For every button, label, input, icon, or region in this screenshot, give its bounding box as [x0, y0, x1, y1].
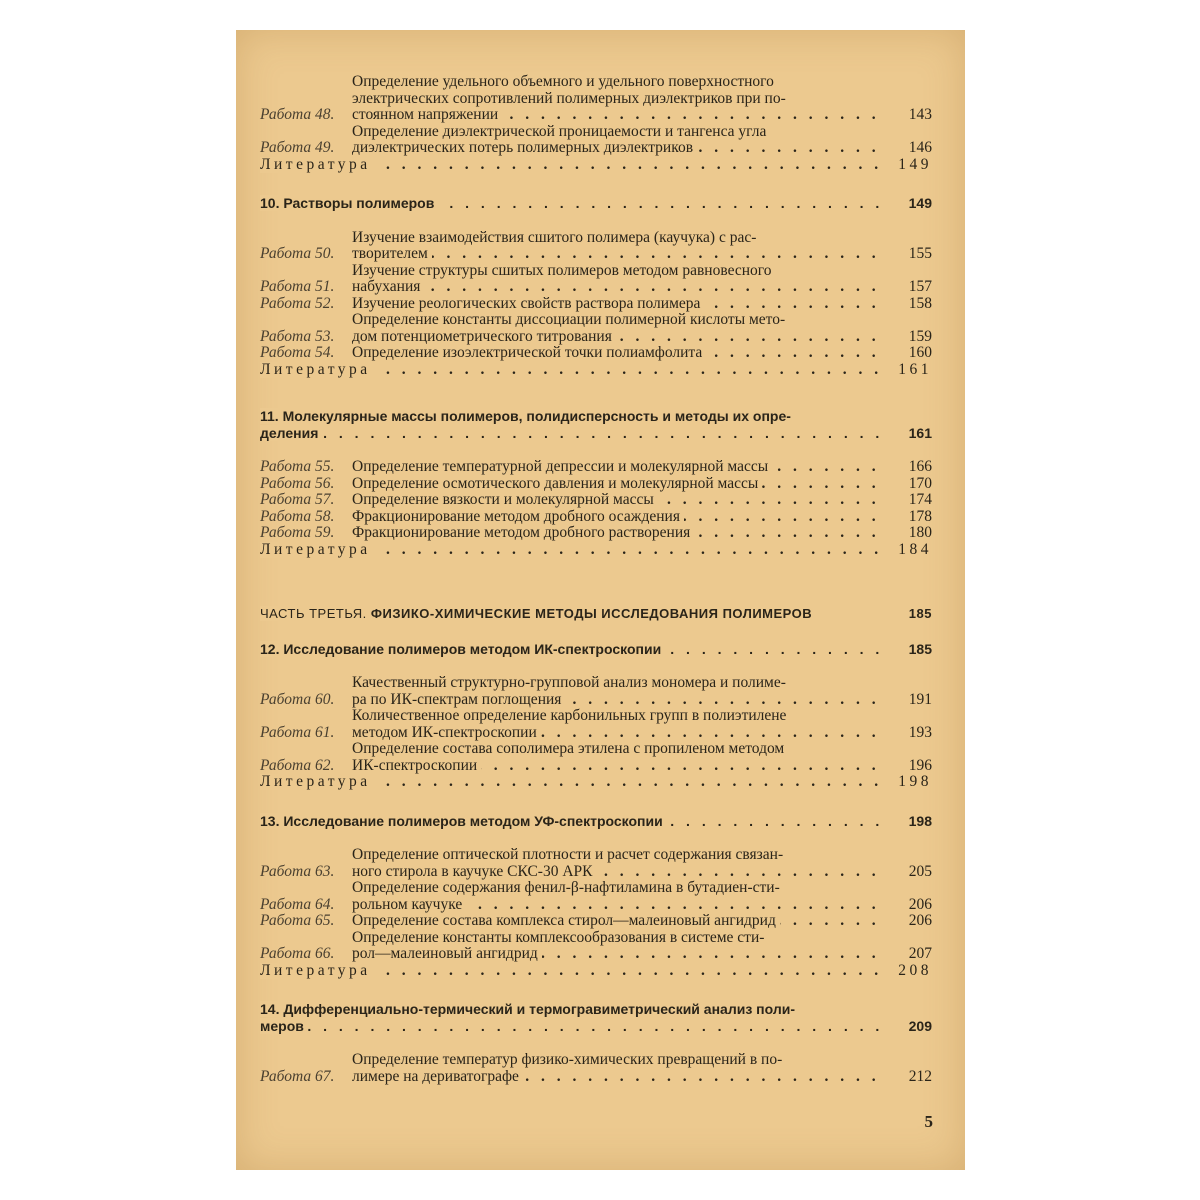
- title-text: рол—малеиновый ангидрид: [352, 946, 542, 962]
- entry-title: [352, 913, 882, 930]
- title-line: [352, 91, 882, 108]
- title-text: рольном каучуке: [352, 897, 466, 913]
- title-line: [352, 864, 882, 881]
- page-ref: 198: [898, 773, 932, 790]
- entry-title: [352, 312, 882, 345]
- work-label: Работа 55.: [260, 458, 335, 475]
- title-text: Определение температур физико-химических превращений в по-: [352, 1052, 786, 1068]
- title-text: Фракционирование методом дробного осаждения: [352, 509, 684, 525]
- title-line: [352, 296, 882, 313]
- toc-entry: [260, 774, 932, 791]
- page-ref: 196: [908, 756, 932, 774]
- toc-entry: [260, 880, 932, 913]
- toc-entry: [260, 312, 932, 345]
- work-label: Работа 58.: [260, 507, 335, 525]
- work-label: Работа 48.: [260, 106, 335, 123]
- title-line: [260, 362, 882, 379]
- toc-entry: [260, 675, 932, 708]
- toc-entry: [260, 362, 932, 379]
- page-ref: 191: [908, 690, 932, 708]
- title-text: Определение изоэлектрической точки полиамфолита: [352, 345, 706, 361]
- entry-title: [260, 606, 882, 623]
- page-ref: 174: [908, 491, 932, 508]
- page-ref: 158: [908, 294, 932, 312]
- part-prefix: ЧАСТЬ ТРЕТЬЯ.: [260, 606, 367, 621]
- title-text: Определение осмотического давления и молекулярной массы: [352, 476, 762, 492]
- entry-title: [352, 525, 882, 542]
- page-ref: 159: [908, 327, 932, 345]
- entry-title: [260, 641, 882, 658]
- title-text: методом ИК-спектроскопии: [352, 725, 541, 741]
- work-label: Работа 63.: [260, 862, 335, 880]
- title-line: [352, 492, 882, 509]
- page-ref: 180: [908, 524, 932, 541]
- toc-entry: [260, 459, 932, 476]
- toc-entry: [260, 1001, 932, 1034]
- page-ref: 143: [908, 106, 932, 123]
- entry-title: [352, 74, 882, 124]
- toc-entry: [260, 345, 932, 362]
- toc-entry: [260, 492, 932, 509]
- title-text: 13. Исследование полимеров методом УФ-спектроскопии: [260, 813, 667, 829]
- entry-title: [260, 813, 882, 830]
- title-text: Качественный структурно-групповой анализ мономера и полиме-: [352, 675, 790, 691]
- title-text: Определение диэлектрической проницаемости и тангенса угла: [352, 124, 770, 140]
- title-text: Определение константы комплексообразования в системе сти-: [352, 930, 768, 946]
- title-line: [352, 847, 882, 864]
- title-line: [352, 725, 882, 742]
- page-ref: 166: [908, 458, 932, 475]
- entry-title: [352, 476, 882, 493]
- toc-entry: [260, 230, 932, 263]
- toc-entry: [260, 1052, 932, 1085]
- entry-title: [260, 408, 882, 441]
- entry-title: [352, 230, 882, 263]
- title-line: [352, 312, 882, 329]
- title-text: 11. Молекулярные массы полимеров, полидисперсность и методы их опре-: [260, 408, 795, 424]
- toc-entry: [260, 124, 932, 157]
- title-line: [260, 408, 882, 425]
- title-line: [260, 963, 882, 980]
- title-line: [352, 741, 882, 758]
- page-ref: 149: [898, 155, 932, 173]
- title-text: дом потенциометрического титрования: [352, 329, 616, 345]
- work-label: Работа 60.: [260, 690, 335, 708]
- toc-entry: [260, 542, 932, 559]
- page-ref: 193: [908, 723, 932, 741]
- entry-title: [352, 930, 882, 963]
- work-label: Работа 61.: [260, 723, 335, 741]
- title-line: [352, 74, 882, 91]
- title-text: 14. Дифференциально-термический и термогравиметрический анализ поли-: [260, 1001, 799, 1017]
- page-ref: 155: [908, 245, 932, 262]
- entry-title: [352, 345, 882, 362]
- title-line: [352, 1052, 882, 1069]
- literature-label: Литература: [260, 542, 375, 558]
- title-line: [352, 509, 882, 526]
- work-label: Работа 66.: [260, 945, 335, 962]
- title-text: Изучение структуры сшитых полимеров методом равновесного: [352, 263, 775, 279]
- entry-title: [352, 741, 882, 774]
- entry-title: [260, 774, 882, 791]
- title-line: [260, 813, 882, 830]
- book-page: [236, 30, 965, 1170]
- entry-title: [260, 195, 882, 212]
- title-text: ра по ИК-спектрам поглощения: [352, 692, 565, 708]
- title-text: лимере на дериватографе: [352, 1069, 523, 1085]
- work-label: Работа 62.: [260, 756, 335, 774]
- title-text: творителем: [352, 246, 432, 262]
- work-label: Работа 65.: [260, 912, 335, 929]
- title-line: [352, 329, 882, 346]
- entry-title: [352, 708, 882, 741]
- title-line: [352, 675, 882, 692]
- toc-entry: [260, 913, 932, 930]
- page-ref: 198: [908, 812, 932, 829]
- page-ref: 184: [898, 540, 932, 558]
- title-text: ного стирола в каучуке СКС-30 АРК: [352, 864, 596, 880]
- toc-entry: [260, 296, 932, 313]
- title-text: Определение состава комплекса стирол—малеиновый ангидрид: [352, 913, 780, 929]
- page-ref: 212: [908, 1067, 932, 1085]
- title-line: [352, 124, 882, 141]
- work-label: Работа 52.: [260, 294, 335, 312]
- title-text: Фракционирование методом дробного растворения: [352, 525, 694, 541]
- title-text: диэлектрических потерь полимерных диэлектриков: [352, 140, 697, 156]
- work-label: Работа 54.: [260, 344, 335, 361]
- title-line: [352, 880, 882, 897]
- table-of-contents: [260, 74, 932, 1085]
- title-line: [260, 606, 882, 623]
- part-name: ФИЗИКО-ХИМИЧЕСКИЕ МЕТОДЫ ИССЛЕДОВАНИЯ ПОЛИМЕРОВ: [370, 606, 813, 621]
- entry-title: [260, 157, 882, 174]
- toc-entry: [260, 74, 932, 124]
- title-line: [352, 930, 882, 947]
- toc-entry: [260, 930, 932, 963]
- title-text: деления: [260, 425, 322, 441]
- title-text: 10. Растворы полимеров: [260, 195, 438, 211]
- work-label: Работа 59.: [260, 524, 335, 541]
- title-line: [352, 459, 882, 476]
- part-title: [260, 606, 816, 621]
- page-ref: 206: [908, 912, 932, 929]
- page-ref: 206: [908, 895, 932, 913]
- title-line: [352, 345, 882, 362]
- toc-entry: [260, 408, 932, 441]
- title-line: [352, 107, 882, 124]
- title-line: [260, 641, 882, 658]
- title-text: Определение оптической плотности и расчет содержания связан-: [352, 847, 787, 863]
- page-ref: 161: [898, 360, 932, 378]
- entry-title: [352, 675, 882, 708]
- title-line: [260, 1001, 882, 1018]
- title-line: [352, 897, 882, 914]
- title-line: [260, 157, 882, 174]
- work-label: Работа 67.: [260, 1067, 335, 1085]
- toc-entry: [260, 813, 932, 830]
- title-text: стоянном напряжении: [352, 107, 502, 123]
- page-ref: 170: [908, 474, 932, 492]
- title-line: [352, 476, 882, 493]
- toc-entry: [260, 509, 932, 526]
- title-text: Количественное определение карбонильных групп в полиэтилене: [352, 708, 790, 724]
- work-label: Работа 53.: [260, 327, 335, 345]
- title-text: Изучение реологических свойств раствора полимера: [352, 296, 704, 312]
- entry-title: [352, 509, 882, 526]
- title-line: [352, 230, 882, 247]
- literature-label: Литература: [260, 362, 375, 378]
- entry-title: [260, 542, 882, 559]
- entry-title: [352, 263, 882, 296]
- title-text: ИК-спектроскопии: [352, 758, 481, 774]
- title-line: [260, 542, 882, 559]
- page-ref: 207: [908, 945, 932, 962]
- title-line: [352, 758, 882, 775]
- work-label: Работа 51.: [260, 278, 335, 295]
- toc-entry: [260, 476, 932, 493]
- title-text: Определение вязкости и молекулярной массы: [352, 492, 658, 508]
- page-ref: 161: [908, 424, 932, 441]
- title-text: электрических сопротивлений полимерных диэлектриков при по-: [352, 91, 790, 107]
- work-label: Работа 57.: [260, 491, 335, 508]
- entry-title: [352, 296, 882, 313]
- page-number: 5: [924, 1112, 933, 1131]
- title-line: [352, 708, 882, 725]
- page-ref: 146: [908, 139, 932, 156]
- title-line: [352, 246, 882, 263]
- literature-label: Литература: [260, 157, 375, 173]
- title-line: [260, 425, 882, 442]
- entry-title: [352, 847, 882, 880]
- title-line: [352, 263, 882, 280]
- title-line: [352, 140, 882, 157]
- title-text: Определение константы диссоциации полимерной кислоты мето-: [352, 312, 789, 328]
- toc-entry: [260, 641, 932, 658]
- page-ref: 185: [908, 640, 932, 657]
- title-line: [260, 195, 882, 212]
- page-ref: 160: [908, 344, 932, 361]
- title-text: меров: [260, 1018, 308, 1034]
- title-line: [352, 1069, 882, 1086]
- toc-entry: [260, 525, 932, 542]
- literature-label: Литература: [260, 774, 375, 790]
- title-text: набухания: [352, 279, 424, 295]
- toc-entry: [260, 157, 932, 174]
- toc-entry: [260, 606, 932, 623]
- entry-title: [352, 492, 882, 509]
- toc-entry: [260, 263, 932, 296]
- page-ref: 209: [908, 1017, 932, 1034]
- entry-title: [352, 124, 882, 157]
- work-label: Работа 56.: [260, 474, 335, 492]
- title-line: [352, 913, 882, 930]
- entry-title: [260, 1001, 882, 1034]
- page-ref: 149: [908, 195, 932, 211]
- title-text: 12. Исследование полимеров методом ИК-спектроскопии: [260, 641, 665, 657]
- title-line: [260, 774, 882, 791]
- title-text: Определение содержания фенил-β-нафтиламина в бутадиен-сти-: [352, 880, 784, 896]
- title-text: Определение удельного объемного и удельного поверхностного: [352, 74, 778, 90]
- work-label: Работа 49.: [260, 139, 335, 156]
- literature-label: Литература: [260, 963, 375, 979]
- title-text: Изучение взаимодействия сшитого полимера (каучука) с рас-: [352, 230, 760, 246]
- title-line: [352, 525, 882, 542]
- toc-entry: [260, 708, 932, 741]
- title-line: [352, 946, 882, 963]
- page-ref: 178: [908, 507, 932, 525]
- title-line: [352, 692, 882, 709]
- work-label: Работа 64.: [260, 895, 335, 913]
- title-text: Определение состава сополимера этилена с пропиленом методом: [352, 741, 788, 757]
- entry-title: [260, 362, 882, 379]
- entry-title: [352, 1052, 882, 1085]
- toc-entry: [260, 741, 932, 774]
- entry-title: [352, 459, 882, 476]
- page-ref: 208: [898, 961, 932, 979]
- work-label: Работа 50.: [260, 245, 335, 262]
- title-text: Определение температурной депрессии и молекулярной массы: [352, 459, 772, 475]
- toc-entry: [260, 963, 932, 980]
- page-ref: 205: [908, 862, 932, 880]
- toc-entry: [260, 847, 932, 880]
- page-ref: 185: [908, 606, 932, 621]
- entry-title: [352, 880, 882, 913]
- page-ref: 157: [908, 278, 932, 295]
- title-line: [352, 279, 882, 296]
- entry-title: [260, 963, 882, 980]
- toc-entry: [260, 195, 932, 212]
- title-line: [260, 1018, 882, 1035]
